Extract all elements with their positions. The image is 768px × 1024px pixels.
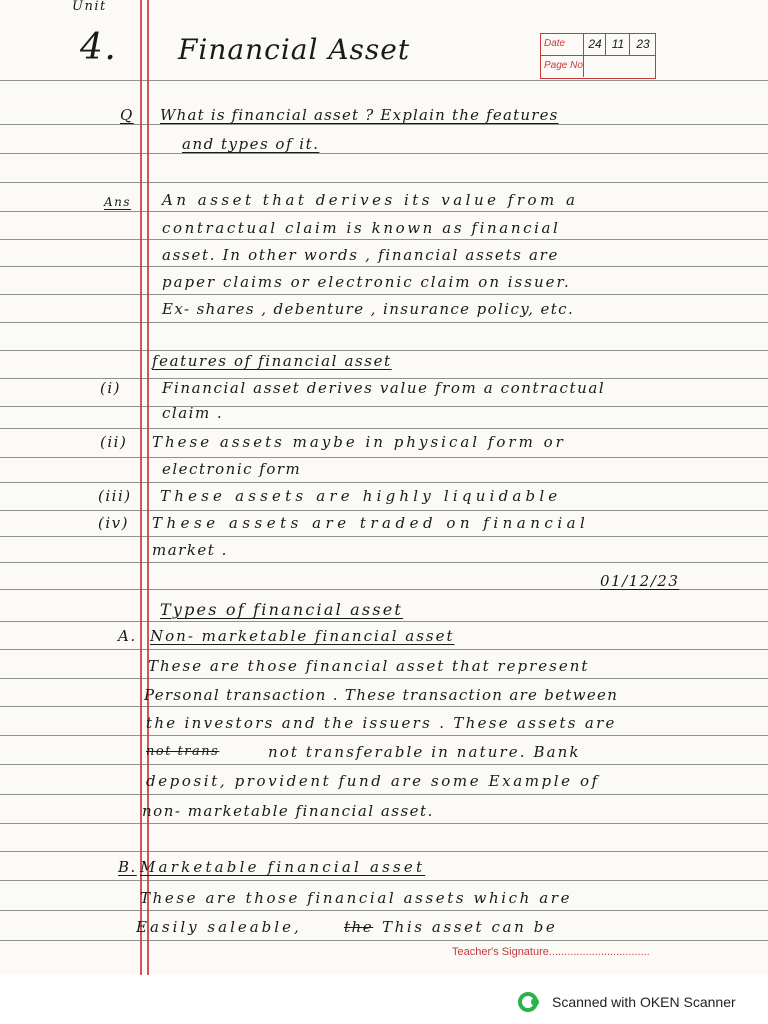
date-label: Date	[544, 38, 566, 49]
feature-item-line: These assets are highly liquidable	[160, 487, 562, 505]
margin-line	[147, 0, 149, 975]
features-heading: features of financial asset	[152, 352, 392, 370]
feature-number: (ii)	[100, 433, 128, 451]
section-b-line: Easily saleable,	[136, 918, 302, 936]
ruled-line	[0, 649, 768, 650]
feature-number: (iv)	[98, 514, 129, 532]
section-a-line: not transferable in nature. Bank	[268, 743, 581, 761]
answer-line-5: Ex- shares , debenture , insurance policy, etc.	[162, 300, 575, 318]
ruled-line	[0, 910, 768, 911]
feature-number: (iii)	[98, 487, 132, 505]
ruled-line	[0, 294, 768, 295]
types-heading: Types of financial asset	[160, 600, 404, 619]
scanner-text: Scanned with OKEN Scanner	[552, 994, 736, 1010]
unit-label: Unit	[72, 0, 107, 14]
feature-item-line: Financial asset derives value from a contractual	[162, 379, 606, 397]
ruled-line	[0, 406, 768, 407]
feature-item-line: electronic form	[162, 460, 302, 478]
ruled-line	[0, 764, 768, 765]
question-line-1: What is financial asset ? Explain the features	[160, 106, 559, 124]
struck-text: not trans	[146, 744, 220, 759]
section-b-line: This asset can be	[382, 918, 558, 936]
date-box	[540, 33, 656, 79]
ruled-line	[0, 735, 768, 736]
section-a-line: non- marketable financial asset.	[142, 802, 434, 820]
ruled-line	[0, 510, 768, 511]
teachers-signature-label: Teacher's Signature.................................	[452, 946, 650, 958]
ruled-line	[0, 428, 768, 429]
question-marker: Q	[120, 106, 134, 124]
section-a-line: Personal transaction . These transaction are between	[144, 686, 619, 704]
page-title: Financial Asset	[178, 33, 411, 66]
section-a-marker: A.	[118, 627, 137, 645]
ruled-line	[0, 124, 768, 125]
feature-item-line: These assets maybe in physical form or	[152, 433, 566, 451]
feature-item-line: market .	[152, 541, 228, 559]
answer-line-1: An asset that derives its value from a	[162, 191, 579, 209]
ruled-line	[0, 706, 768, 707]
entry-date: 01/12/23	[600, 572, 680, 590]
ruled-line	[0, 482, 768, 483]
answer-marker: Ans	[104, 195, 132, 209]
oken-scanner-logo-icon	[517, 991, 543, 1013]
ruled-line	[0, 211, 768, 212]
section-b-line: These are those financial assets which are	[140, 889, 573, 907]
ruled-line	[0, 823, 768, 824]
section-b-marker: B.	[118, 858, 137, 876]
ruled-line	[0, 621, 768, 622]
ruled-line	[0, 851, 768, 852]
ruled-line	[0, 536, 768, 537]
ruled-line	[0, 266, 768, 267]
ruled-line	[0, 239, 768, 240]
section-a-heading: Non- marketable financial asset	[150, 627, 455, 645]
feature-number: (i)	[100, 379, 122, 397]
date-year: 23	[629, 34, 656, 55]
section-a-line: the investors and the issuers . These assets are	[146, 714, 617, 732]
question-line-2: and types of it.	[182, 135, 320, 153]
ruled-line	[0, 182, 768, 183]
date-month: 11	[605, 34, 630, 55]
ruled-line	[0, 794, 768, 795]
struck-text: the	[344, 918, 374, 936]
ruled-line	[0, 80, 768, 81]
scanner-watermark	[517, 991, 736, 1013]
page-no-label: Page No	[544, 60, 583, 71]
section-a-line: These are those financial asset that represent	[148, 657, 590, 675]
ruled-line	[0, 562, 768, 563]
page-no-value	[583, 56, 656, 77]
ruled-line	[0, 350, 768, 351]
answer-line-4: paper claims or electronic claim on issuer.	[162, 273, 571, 291]
margin-line	[140, 0, 142, 975]
ruled-line	[0, 457, 768, 458]
ruled-line	[0, 880, 768, 881]
ruled-line	[0, 322, 768, 323]
date-day: 24	[583, 34, 606, 55]
section-b-heading: Marketable financial asset	[140, 858, 426, 876]
unit-number: 4.	[80, 27, 118, 68]
feature-item-line: claim .	[162, 404, 224, 422]
feature-item-line: These assets are traded on financial	[152, 514, 590, 532]
answer-line-3: asset. In other words , financial assets are	[162, 246, 560, 264]
ruled-line	[0, 940, 768, 941]
ruled-line	[0, 153, 768, 154]
ruled-line	[0, 678, 768, 679]
answer-line-2: contractual claim is known as financial	[162, 219, 561, 237]
section-a-line: deposit, provident fund are some Example of	[146, 772, 600, 790]
